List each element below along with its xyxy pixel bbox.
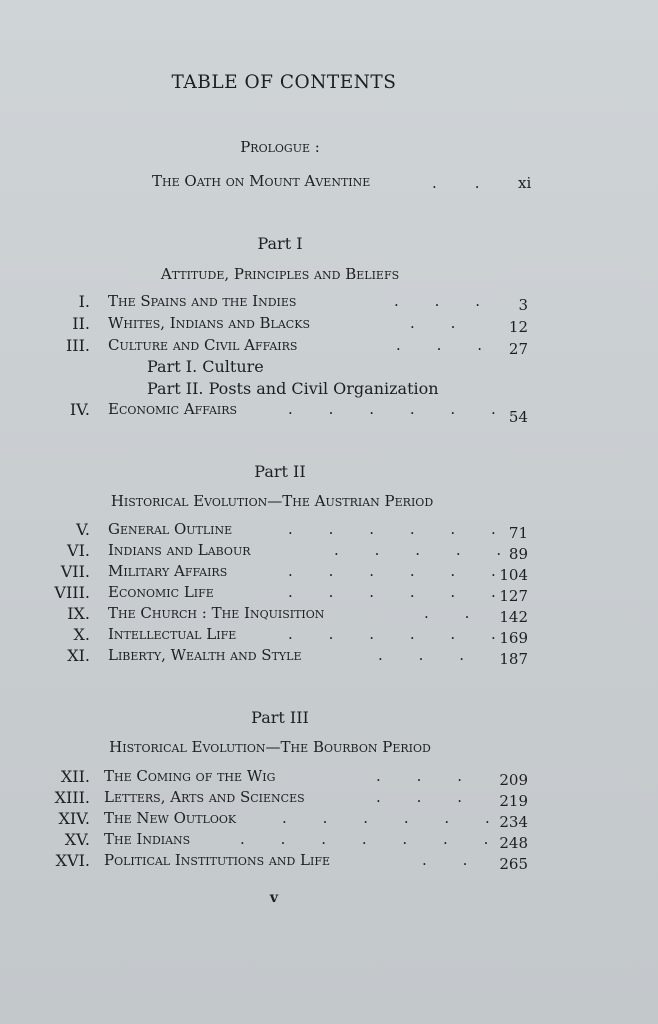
chapter-title: Economic Affairs — [108, 400, 238, 418]
chapter-number: X. — [73, 625, 90, 644]
chapter-page: 71 — [508, 524, 528, 542]
chapter-title: The New Outlook — [104, 809, 237, 827]
chapter-page: 265 — [499, 855, 528, 873]
toc-row — [0, 400, 658, 426]
part1-label: Part I — [257, 234, 303, 253]
toc-row — [0, 809, 658, 831]
part3-subtitle: Historical Evolution—The Bourbon Period — [109, 738, 431, 756]
toc-dots: . . — [410, 314, 458, 332]
part1-subtitle: Attitude, Principles and Beliefs — [160, 265, 400, 283]
toc-row — [0, 851, 658, 873]
toc-dots: . . . . . . — [288, 625, 498, 643]
chapter-number: XI. — [67, 646, 90, 665]
prologue-page: xi — [518, 174, 532, 192]
toc-row — [0, 292, 658, 314]
chapter-title: The Coming of the Wig — [104, 767, 276, 785]
toc-dots: . . — [422, 851, 470, 869]
chapter-page: 219 — [499, 792, 528, 810]
chapter-title: Economic Life — [108, 583, 214, 601]
chapter-title: Whites, Indians and Blacks — [108, 314, 310, 332]
chapter-page: 3 — [518, 296, 528, 314]
toc-row — [0, 583, 658, 605]
chapter-number: V. — [76, 520, 90, 539]
chapter-page: 54 — [508, 408, 528, 426]
toc-dots: . . . . . . . — [240, 830, 491, 848]
chapter-page: 169 — [499, 629, 528, 647]
chapter-page: 127 — [499, 587, 528, 605]
chapter-number: XV. — [64, 830, 90, 849]
chapter-page: 27 — [508, 340, 528, 358]
toc-row — [0, 520, 658, 542]
chapter-title: Letters, Arts and Sciences — [104, 788, 305, 806]
toc-dots: . . . . . . — [288, 562, 498, 580]
toc-dots: . . — [424, 604, 472, 622]
toc-dots: . . . . . . — [288, 400, 498, 418]
chapter-title: The Spains and the Indies — [108, 292, 297, 310]
chapter-number: VI. — [67, 541, 90, 560]
toc-dots: .. — [432, 174, 518, 192]
toc-dots: . . . . . . — [282, 809, 492, 827]
chapter-number: IV. — [69, 400, 90, 419]
toc-dots: . . . — [378, 646, 466, 664]
prologue-title: The Oath on Mount Aventine — [152, 172, 371, 190]
prologue-label: Prologue : — [240, 138, 320, 156]
chapter-number: IX. — [67, 604, 90, 623]
chapter-number: III. — [65, 336, 90, 355]
toc-row — [0, 830, 658, 852]
toc-dots: . . . . . — [334, 541, 504, 559]
chapter-number: VIII. — [54, 583, 90, 602]
page-title: TABLE OF CONTENTS — [171, 72, 397, 93]
toc-dots: . . . — [394, 292, 482, 310]
toc-row — [0, 625, 658, 647]
toc-row — [0, 788, 658, 810]
chapter-number: XIII. — [54, 788, 90, 807]
part3-label: Part III — [251, 708, 309, 727]
toc-row — [0, 336, 658, 358]
page-folio: v — [269, 890, 279, 906]
chapter-page: 89 — [508, 545, 528, 563]
chapter-title: The Church : The Inquisition — [108, 604, 325, 622]
chapter-page: 104 — [499, 566, 528, 584]
toc-row — [0, 604, 658, 626]
toc-dots: . . . — [376, 788, 464, 806]
chapter-page: 248 — [499, 834, 528, 852]
chapter-title: The Indians — [104, 830, 191, 848]
chapter-page: 142 — [499, 608, 528, 626]
chapter-number: VII. — [60, 562, 90, 581]
part2-label: Part II — [254, 462, 306, 481]
part2-subtitle: Historical Evolution—The Austrian Period — [110, 492, 434, 510]
chapter-title: Liberty, Wealth and Style — [108, 646, 302, 664]
chapter-title: Military Affairs — [108, 562, 228, 580]
toc-row — [0, 314, 658, 336]
subsection-culture: Part I. Culture — [147, 357, 264, 376]
toc-dots: . . . — [396, 336, 484, 354]
toc-row — [0, 767, 658, 789]
chapter-number: I. — [78, 292, 90, 311]
chapter-page: 187 — [499, 650, 528, 668]
chapter-number: XII. — [60, 767, 90, 786]
chapter-title: Intellectual Life — [108, 625, 237, 643]
chapter-number: II. — [72, 314, 90, 333]
toc-dots: . . . . . . — [288, 520, 498, 538]
toc-dots: . . . . . . — [288, 583, 498, 601]
chapter-page: 234 — [499, 813, 528, 831]
toc-dots: . . . — [376, 767, 464, 785]
chapter-number: XIV. — [58, 809, 90, 828]
chapter-page: 209 — [499, 771, 528, 789]
chapter-number: XVI. — [55, 851, 90, 870]
toc-row — [0, 646, 658, 668]
chapter-title: General Outline — [108, 520, 233, 538]
chapter-title: Political Institutions and Life — [104, 851, 331, 869]
chapter-page: 12 — [508, 318, 528, 336]
subsection-posts: Part II. Posts and Civil Organization — [147, 379, 439, 398]
toc-row — [0, 541, 658, 563]
toc-row — [0, 562, 658, 584]
chapter-title: Indians and Labour — [108, 541, 251, 559]
chapter-title: Culture and Civil Affairs — [108, 336, 298, 354]
